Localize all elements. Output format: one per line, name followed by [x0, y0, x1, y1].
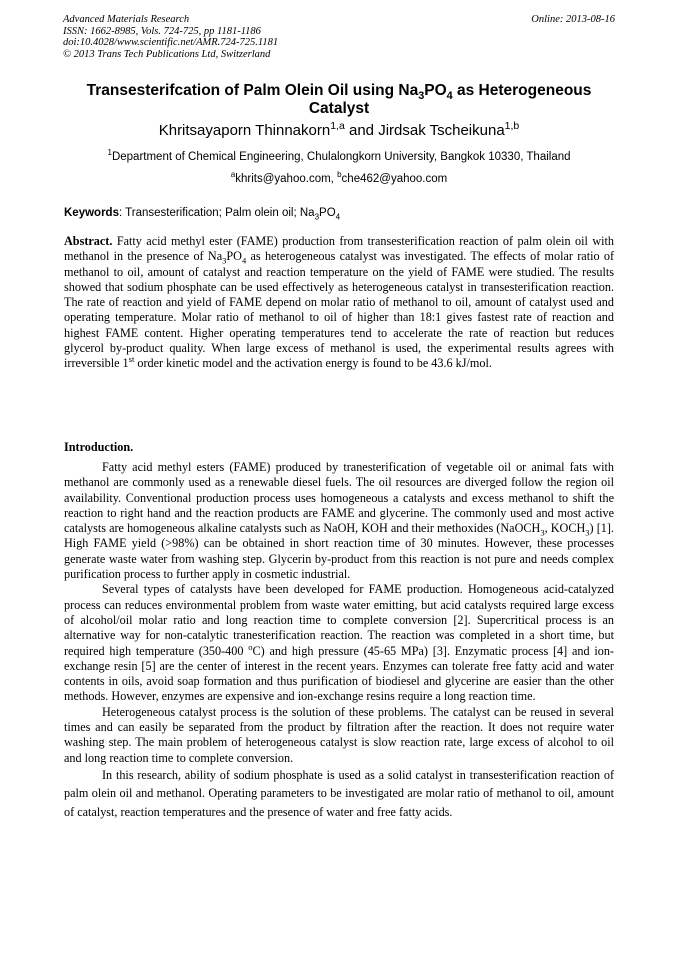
online-date: Online: 2013-08-16 — [531, 14, 615, 25]
intro-paragraph-3: Heterogeneous catalyst process is the solution of these problems. The catalyst can be reused in several times and can easily be separated from the product by filtration after the reaction. It does not require water washing step. The main problem of heterogeneous catalyst is slow reaction rate, large excess of alcohol to oil and long reaction time to complete conversion. — [64, 704, 614, 765]
abstract: Abstract. Fatty acid methyl ester (FAME) production from transesterification reaction of palm olein oil with methanol in the presence of $Na_3PO_4$ as heterogeneous catalyst was investigated. The effects of molar ratio of methanol to oil, amount of catalyst and reaction temperature on the yield of FAME were studied. The results showed that sodium phosphate can be used effectively as heterogeneous catalyst in transesterification reaction. The rate of reaction and yield of FAME depend on molar ratio of methanol to oil, amount of catalyst used and operating temperature. Molar ratio of methanol to oil of higher than 18:1 gives fastest rate of reaction and highest FAME content. Higher operating temperatures tend to accelerate the rate of reaction but reduces glycerol by-product quality. When large excess of methanol is used, the experimental results agrees with irreversible 1st order kinetic model and the activation energy is found to be 43.6 kJ/mol. — [64, 234, 614, 371]
issn-line: ISSN: 1662-8985, Vols. 724-725, pp 1181-1186 — [63, 25, 261, 37]
journal-header — [63, 14, 278, 60]
intro-paragraph-4: In this research, ability of sodium phosphate is used as a solid catalyst in transesterification reaction of palm olein oil and methanol. Operating parameters to be investigated are molar ratio of methanol to oil, amount of catalyst, reaction temperatures and the presence of water and free fatty acids. — [64, 767, 614, 819]
abstract-label: Abstract. — [64, 234, 113, 248]
copyright-line: © 2013 Trans Tech Publications Ltd, Switzerland — [63, 48, 271, 60]
introduction-body — [64, 460, 614, 821]
keywords: Keywords: Transesterification; Palm olein oil; $Na_3PO_4$ — [64, 207, 341, 222]
intro-paragraph-2: Several types of catalysts have been developed for FAME production. Homogeneous acid-catalyzed process can reduces environmental problem from waste water emitting, but acid catalysts required large excess of alcohol/oil molar ratio and long reaction time to complete conversion [2]. Supercritical process is an alternative way for non-catalytic tranesterification reaction. The reaction was completed in a short time, but required high temperature (350-400 $^o$C) and high pressure (45-65 MPa) [3]. Enzymatic process [4] and ion-exchange resin [5] are the center of interest in the recent years. Enzymes can tolerate free fatty acid and water contents in oils, avoid soap formation and thus purification of biodiesel and glycerine are easier than the other methods. However, enzymes are expensive and ion-exchange resins require a long reaction time. — [64, 582, 614, 704]
paper-title: Transesterifcation of Palm Olein Oil using $Na_3PO_4$ as Heterogeneous Catalyst — [86, 82, 592, 117]
journal-name: Advanced Materials Research — [63, 14, 190, 25]
author-1: Khritsayaporn Thinnakorn — [158, 122, 331, 139]
author-list: Khritsayaporn Thinnakorn$^{1,a}$ and Jirdsak Tscheikuna$^{1,b}$ — [158, 120, 520, 139]
author-emails: $^a$khrits@yahoo.com, $^b$che462@yahoo.com — [230, 170, 448, 185]
keywords-label: Keywords — [64, 207, 119, 219]
intro-paragraph-1: Fatty acid methyl esters (FAME) produced by tranesterification of vegetable oil or animal fats with methanol are commonly used as a renewable diesel fuels. The oil resources are diverged follow the region oil availability. Conventional production process uses homogeneous a catalysts and excess methanol to shift the reaction to right hand and the reaction products are FAME and glycerine. The commonly used and most active catalysts are homogeneous alkaline catalysts such as NaOH, KOH and their methoxides (NaOCH$_3$, $KOCH_3$) [1]. High FAME yield (>98%) can be obtained in short reaction time of 30 minutes. However, these processes generate waste water from washing step. Glycerin by-product from this reaction is not pure and needs complex purification process to further apply in cosmetic industrial. — [64, 460, 614, 582]
introduction-heading: Introduction. — [64, 440, 134, 454]
author-2: Jirdsak Tscheikuna — [378, 122, 505, 139]
affiliation: $^1$Department of Chemical Engineering, Chulalongkorn University, Bangkok 10330, Thailand — [107, 148, 571, 163]
doi-line: doi:10.4028/www.scientific.net/AMR.724-725.1181 — [63, 37, 279, 48]
